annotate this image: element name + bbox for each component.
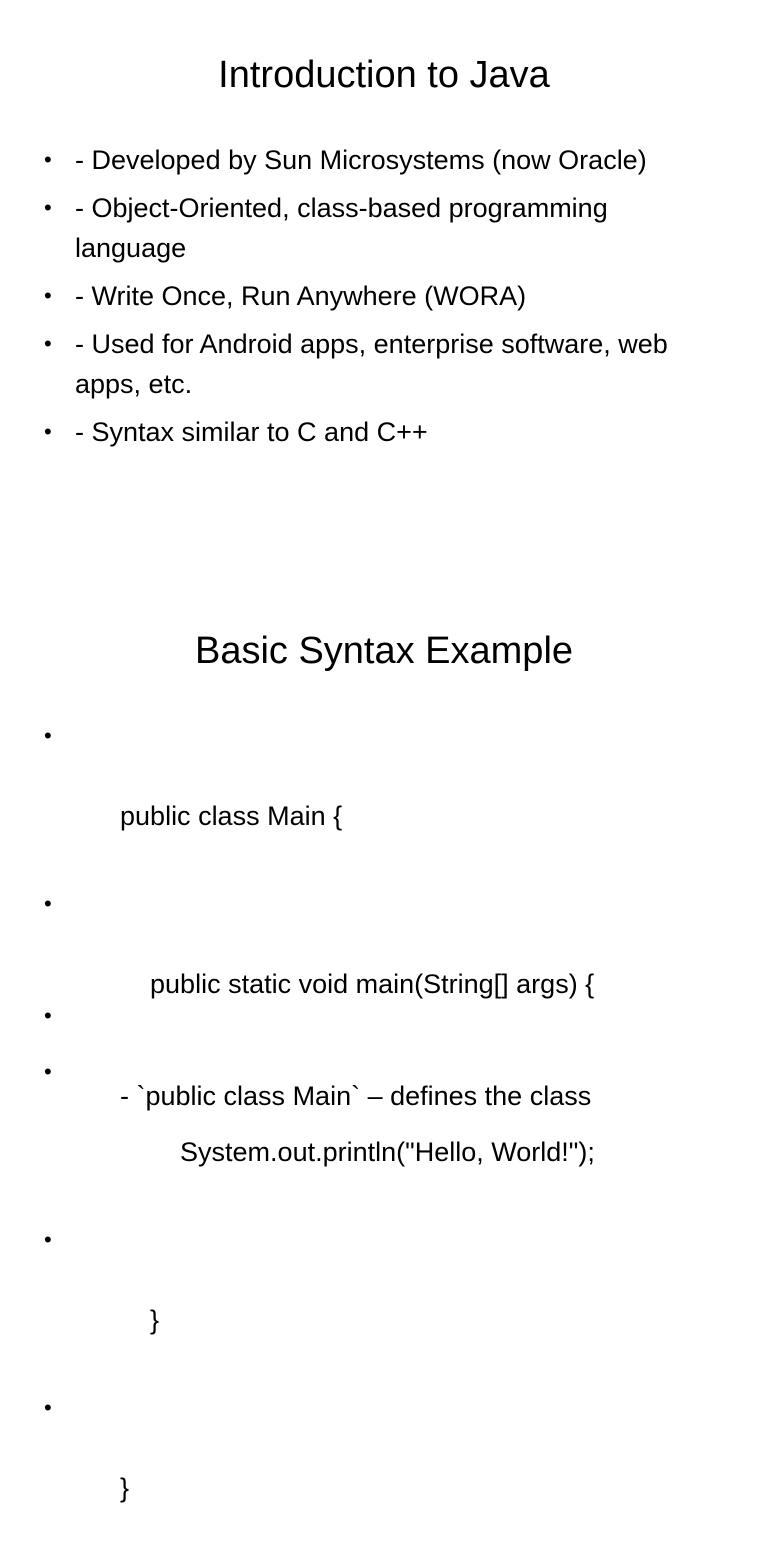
bullet-text: - Write Once, Run Anywhere (WORA) — [75, 281, 527, 311]
bullet-icon: • — [44, 331, 52, 356]
explanation-bullet-list — [0, 996, 768, 1164]
list-item — [0, 140, 768, 180]
bullet-icon: • — [44, 419, 52, 444]
code-text: } — [120, 1473, 130, 1503]
slide-basic-syntax — [0, 576, 768, 1503]
list-item — [0, 188, 768, 268]
bullet-icon: • — [44, 723, 52, 748]
bullet-icon: • — [44, 147, 52, 172]
code-text: System.out.println("Hello, World!"); — [120, 1137, 595, 1167]
code-text: public static void main(String[] args) { — [120, 969, 595, 999]
bullet-icon: • — [44, 1227, 52, 1252]
list-item — [0, 276, 768, 316]
bullet-icon: • — [44, 283, 52, 308]
code-line — [0, 1220, 768, 1380]
slide-introduction — [0, 0, 768, 560]
slide-title: Basic Syntax Example — [194, 630, 574, 672]
bullet-list — [0, 140, 768, 460]
code-line — [0, 1388, 768, 1548]
list-item — [0, 412, 768, 452]
slide-title: Introduction to Java — [218, 54, 550, 96]
code-text: public class Main { — [120, 801, 343, 831]
list-item — [0, 324, 768, 404]
bullet-text: - Object-Oriented, class-based programming language — [75, 193, 608, 263]
bullet-icon: • — [44, 1395, 52, 1420]
bullet-icon: • — [44, 1059, 52, 1084]
list-item — [0, 996, 768, 1156]
bullet-icon: • — [44, 891, 52, 916]
bullet-icon: • — [44, 195, 52, 220]
bullet-text: - Syntax similar to C and C++ — [75, 417, 428, 447]
bullet-icon: • — [44, 1003, 52, 1028]
bullet-text: - Developed by Sun Microsystems (now Oracle) — [75, 145, 647, 175]
code-line — [0, 716, 768, 876]
bullet-text: - `public class Main` – defines the class — [120, 1081, 592, 1111]
code-text: } — [120, 1305, 160, 1335]
bullet-text: - Used for Android apps, enterprise software, web apps, etc. — [75, 329, 668, 399]
